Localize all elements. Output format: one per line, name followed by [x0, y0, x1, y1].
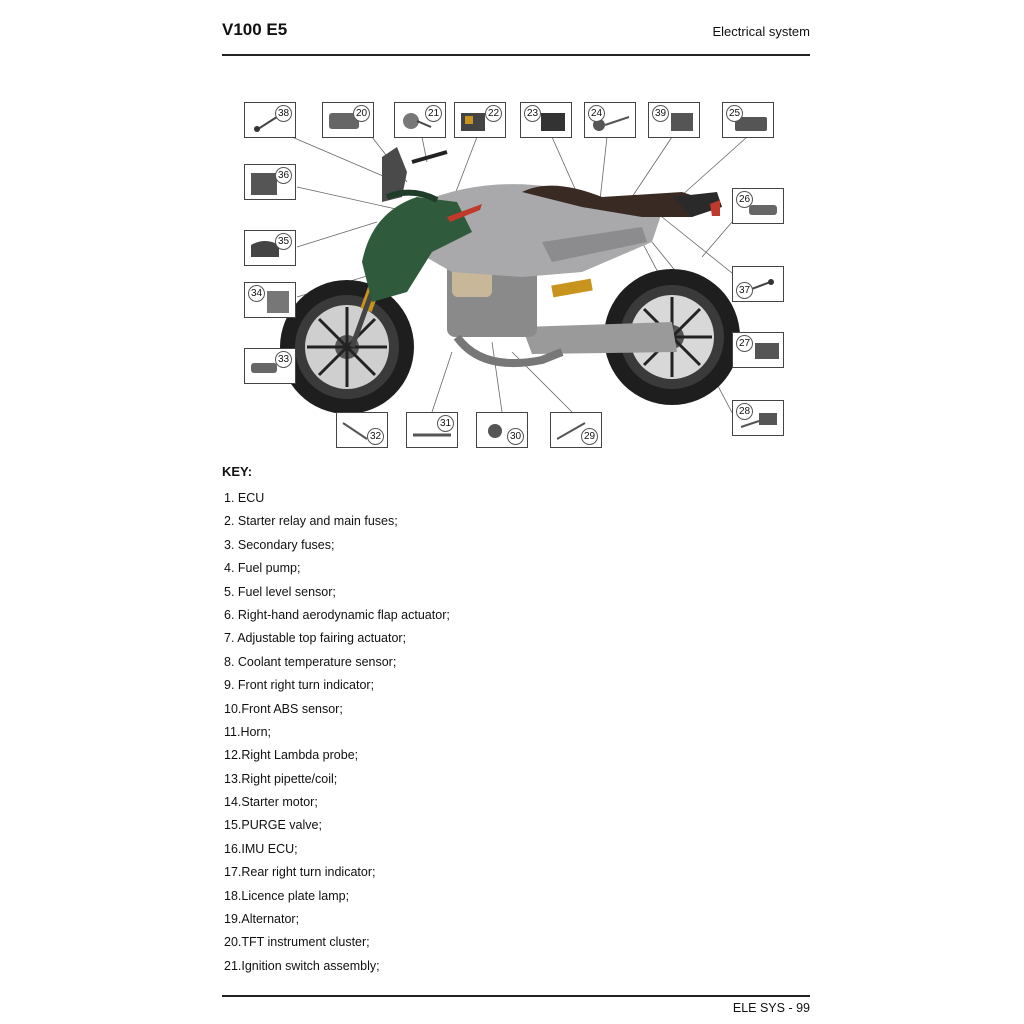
callout-34: [244, 282, 296, 318]
callout-38: [244, 102, 296, 138]
key-item: 10.Front ABS sensor;: [224, 701, 343, 716]
callout-22: [454, 102, 506, 138]
motorcycle-illustration: [222, 92, 810, 462]
key-item: 1. ECU: [224, 491, 265, 505]
callout-21: [394, 102, 446, 138]
page-footer: [222, 995, 810, 1015]
section-name: Electrical system: [712, 24, 810, 39]
callout-number: 32: [367, 428, 384, 445]
callout-number: 28: [736, 403, 753, 420]
callout-29: [550, 412, 602, 448]
key-item: 6. Right-hand aerodynamic flap actuator;: [224, 607, 450, 622]
key-section: [222, 464, 810, 981]
callout-number: 36: [275, 167, 292, 184]
callout-number: 26: [736, 191, 753, 208]
callout-number: 38: [275, 105, 292, 122]
callout-39: [648, 102, 700, 138]
callout-number: 22: [485, 105, 502, 122]
callout-number: 25: [726, 105, 743, 122]
callout-35: [244, 230, 296, 266]
key-item: 3. Secondary fuses;: [224, 537, 335, 552]
key-item: 15.PURGE valve;: [224, 818, 322, 833]
callout-26: [732, 188, 784, 224]
callout-number: 31: [437, 415, 454, 432]
key-item: 12.Right Lambda probe;: [224, 748, 359, 763]
key-item: 21.Ignition switch assembly;: [224, 958, 380, 973]
callout-33: [244, 348, 296, 384]
callout-20: [322, 102, 374, 138]
callout-36: [244, 164, 296, 200]
page-header: [222, 18, 810, 56]
callout-number: 20: [353, 105, 370, 122]
callout-31: [406, 412, 458, 448]
key-item: 4. Fuel pump;: [224, 561, 301, 576]
key-item: 11.Horn;: [224, 724, 272, 739]
callout-number: 33: [275, 351, 292, 368]
callout-30: [476, 412, 528, 448]
key-item: 18.Licence plate lamp;: [224, 888, 350, 903]
key-item: 17.Rear right turn indicator;: [224, 865, 376, 880]
callout-25: [722, 102, 774, 138]
key-item: 8. Coolant temperature sensor;: [224, 654, 397, 669]
page-reference: ELE SYS - 99: [732, 1001, 810, 1015]
callout-number: 34: [248, 285, 265, 302]
key-item: 20.TFT instrument cluster;: [224, 935, 370, 950]
callout-number: 30: [507, 428, 524, 445]
key-item: 13.Right pipette/coil;: [224, 771, 338, 786]
callout-number: 23: [524, 105, 541, 122]
callout-number: 35: [275, 233, 292, 250]
key-item: 5. Fuel level sensor;: [224, 584, 336, 599]
key-item: 19.Alternator;: [224, 912, 300, 927]
callout-number: 27: [736, 335, 753, 352]
callout-37: [732, 266, 784, 302]
callout-number: 37: [736, 282, 753, 299]
callout-number: 39: [652, 105, 669, 122]
callout-24: [584, 102, 636, 138]
callout-number: 29: [581, 428, 598, 445]
callout-27: [732, 332, 784, 368]
key-item: 9. Front right turn indicator;: [224, 678, 375, 693]
callout-number: 24: [588, 105, 605, 122]
callout-23: [520, 102, 572, 138]
callout-28: [732, 400, 784, 436]
key-item: 16.IMU ECU;: [224, 841, 298, 856]
key-item: 7. Adjustable top fairing actuator;: [224, 631, 407, 646]
callout-32: [336, 412, 388, 448]
key-list: [222, 490, 810, 981]
callout-number: 21: [425, 105, 442, 122]
key-title: KEY:: [222, 464, 253, 479]
key-item: 14.Starter motor;: [224, 795, 318, 810]
document-title: V100 E5: [222, 20, 288, 39]
motorcycle-figure: [222, 92, 810, 462]
key-item: 2. Starter relay and main fuses;: [224, 514, 398, 529]
